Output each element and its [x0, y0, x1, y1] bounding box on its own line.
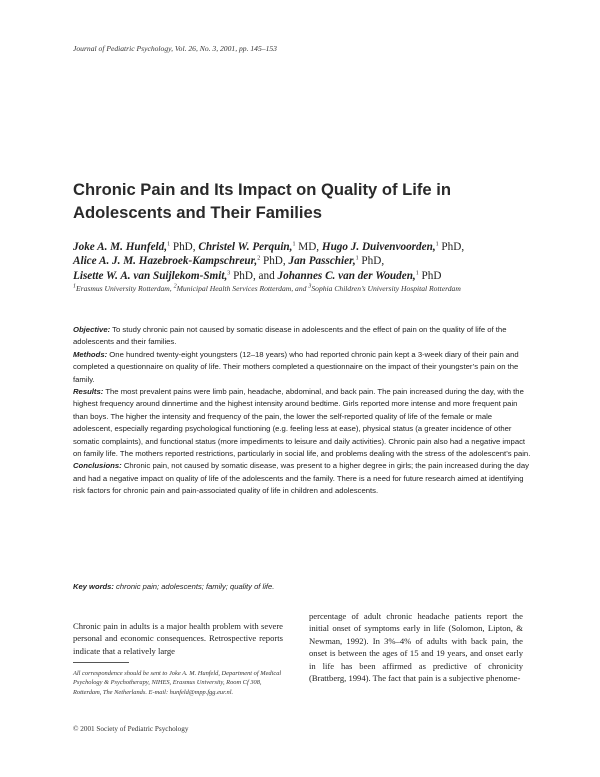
abstract-methods [73, 349, 533, 386]
author-name: Lisette W. A. van Suijlekom-Smit, [73, 269, 228, 282]
author-name: Johannes C. van der Wouden, [277, 269, 416, 282]
author-degree: PhD, [260, 255, 286, 268]
affiliation-marker: 1 [355, 255, 359, 262]
abstract-results [73, 386, 533, 460]
affiliation-marker: 1 [292, 241, 296, 248]
author-line-1 [73, 240, 543, 254]
correspondence-footnote: All correspondence should be sent to Joke A. M. Hunfeld, Department of Medical Psychology & Psychotherapy, NIHES, Erasmus University, Room Cf 308, Rotterdam, The Netherlands. E-mail: hunfeld@mpp.fgg.eur.nl. [73, 670, 282, 696]
affiliation-marker: 2 [257, 255, 261, 262]
objective-text: To study chronic pain not caused by somatic disease in adolescents and the effect of pain on the quality of life of the adolescents and their families. [73, 325, 507, 347]
affiliation-3: Sophia Children’s University Hospital Rotterdam [311, 284, 461, 293]
affiliation-marker: 1 [435, 241, 439, 248]
title-line-1: Chronic Pain and Its Impact on Quality of Life in [73, 180, 452, 199]
abstract-conclusions [73, 460, 533, 497]
affiliation-marker: 1 [415, 269, 419, 276]
affiliations [73, 283, 533, 294]
author-degree: PhD, [438, 241, 465, 253]
author-name: Joke A. M. Hunfeld, [73, 241, 168, 253]
methods-text: One hundred twenty-eight youngsters (12–18 years) who had reported chronic pain kept a 3-week diary of their pain and completed a questionnaire on quality of life. Their mothers completed a questionnaire on the impact of their youngster’s pain on the family. [73, 349, 519, 384]
article-title [73, 178, 543, 224]
author-degree: PhD, [170, 241, 196, 253]
conclusions-label: Conclusions: [73, 461, 122, 471]
title-line-2: Adolescents and Their Families [73, 203, 322, 222]
journal-citation: Journal of Pediatric Psychology, Vol. 26, No. 3, 2001, pp. 145–153 [73, 44, 277, 53]
affiliation-2: Municipal Health Services Rotterdam, and [176, 284, 309, 293]
objective-label: Objective: [73, 325, 111, 334]
author-name: Jan Passchier, [288, 255, 356, 268]
author-name: Christel W. Perquin, [198, 241, 293, 253]
body-column-left: Chronic pain in adults is a major health problem with severe personal and economic consequences. Retrospective reports indicate that a relatively large [73, 621, 283, 656]
author-name: Hugo J. Duivenvoorden, [321, 241, 436, 253]
abstract [73, 324, 533, 498]
author-degree: MD, [295, 241, 320, 253]
results-label: Results: [73, 387, 104, 397]
affiliation-marker: 1 [167, 241, 171, 248]
copyright-notice: © 2001 Society of Pediatric Psychology [73, 725, 189, 733]
affiliation-1: Erasmus University Rotterdam, [76, 284, 174, 293]
affiliation-marker: 1 [73, 283, 76, 290]
affiliation-marker: 3 [227, 269, 231, 276]
keywords-text: chronic pain; adolescents; family; quality of life. [113, 582, 275, 591]
abstract-objective [73, 324, 533, 349]
author-list [73, 240, 543, 283]
author-degree: PhD, and [230, 269, 275, 282]
affiliation-marker: 3 [308, 283, 312, 290]
conclusions-text: Chronic pain, not caused by somatic disease, was present to a higher degree in girls; the pain increased during the day and had a negative impact on quality of life of the adolescents and the family. There is a need for future research aimed at identifying risk factors for chronic pain and pain-associated quality of life in children and adolescents. [73, 461, 529, 496]
results-text: The most prevalent pains were limb pain, headache, abdominal, and back pain. The pain increased during the day, with the highest frequency around dinnertime and the highest intensity around bedtime. Girls reported more intense and more frequent pain than boys. The higher the intensity and frequency of the pain, the lower the self-reported quality of life of the female or male adolescent, especially regarding psychological functioning (e.g. feeling less at ease), physical status (a greater incidence of other somatic complaints), and functional status (more impediments to leisure and daily activities). Chronic pain also had a negative impact on family life. The mothers reported restrictions, particularly in social life, and problems dealing with the stress of the adolescent’s pain. [73, 387, 531, 459]
affiliation-marker: 2 [173, 283, 177, 290]
keywords [73, 582, 533, 591]
author-degree: PhD [418, 269, 442, 282]
methods-label: Methods: [73, 349, 108, 359]
author-line-2 [73, 254, 543, 268]
keywords-label: Key words: [73, 582, 114, 591]
author-line-3 [73, 269, 543, 283]
author-name: Alice A. J. M. Hazebroek-Kampschreur, [73, 255, 258, 268]
body-column-right: percentage of adult chronic headache patients report the initial onset of symptoms early in life (Solomon, Lipton, & Newman, 1992). In 3%–4% of adults with back pain, the onset is between the ages of 15 and 19 years, and onset early in life has been affirmed as predictive of chronicity (Brattberg, 1994). The fact that pain is a subjective phenome- [309, 611, 523, 684]
author-degree: PhD, [358, 255, 385, 268]
footnote-divider [73, 662, 129, 663]
